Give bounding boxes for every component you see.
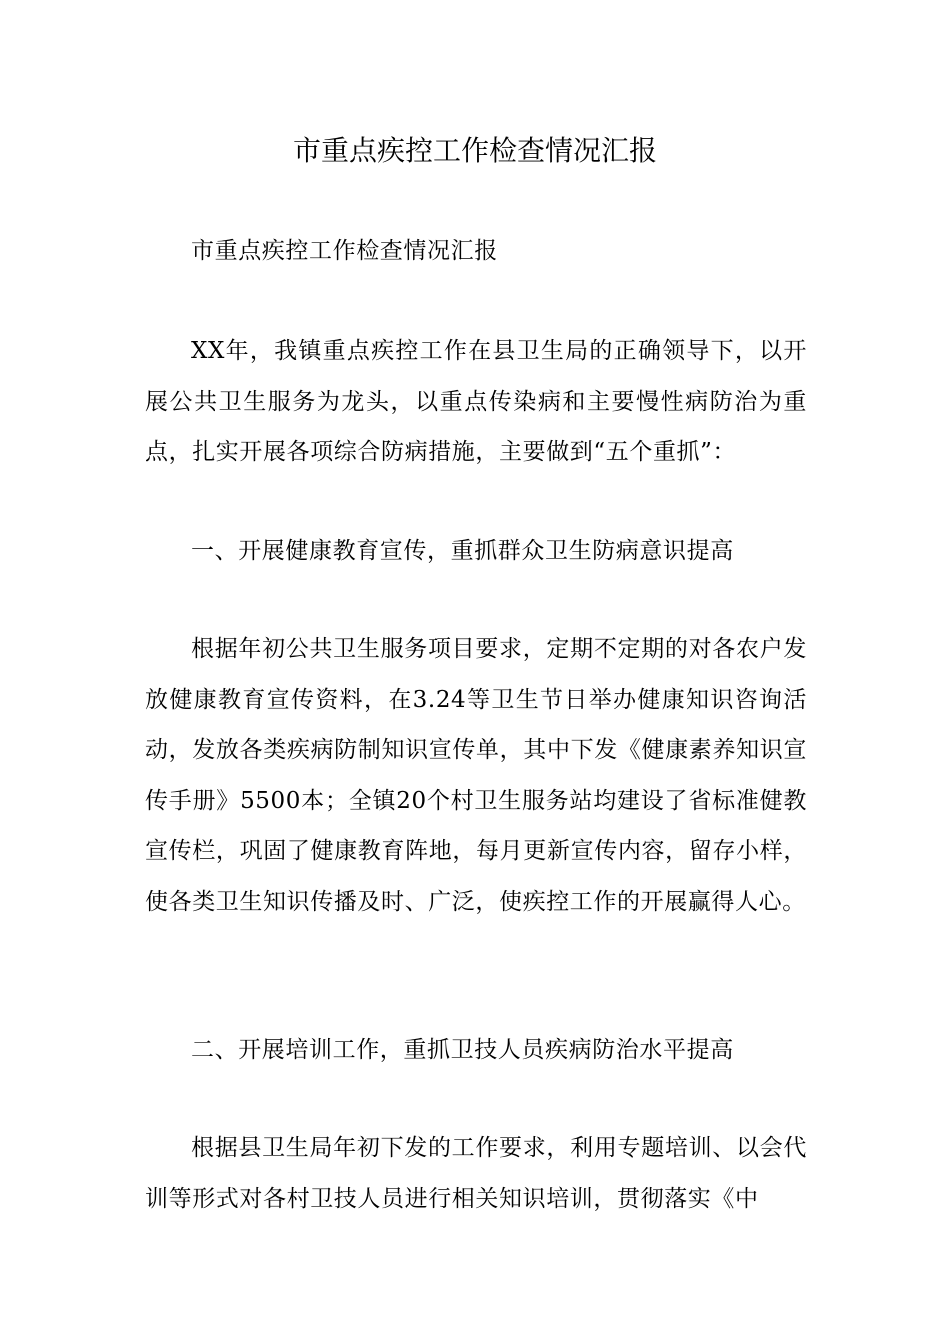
section-heading-1: 一、开展健康教育宣传，重抓群众卫生防病意识提高 [191,538,734,564]
section-heading-2: 二、开展培训工作，重抓卫技人员疾病防治水平提高 [191,1037,734,1063]
paragraph-section-1: 根据年初公共卫生服务项目要求，定期不定期的对各农户发放健康教育宣传资料，在3.24等卫生节日举办健康知识咨询活动，发放各类疾病防制知识宣传单，其中下发《健康素养知识宣传手册》5500本；全镇20个村卫生服务站均建设了省标准健教宣传栏，巩固了健康教育阵地，每月更新宣传内容，留存小样，使各类卫生知识传播及时、广泛，使疾控工作的开展赢得人心。 [145,636,807,915]
paragraph-subtitle: 市重点疾控工作检查情况汇报 [191,238,498,264]
document-title: 市重点疾控工作检查情况汇报 [292,134,657,167]
paragraph-intro: XX年，我镇重点疾控工作在县卫生局的正确领导下，以开展公共卫生服务为龙头，以重点传染病和主要慢性病防治为重点，扎实开展各项综合防病措施，主要做到“五个重抓”： [145,338,807,465]
paragraph-section-2: 根据县卫生局年初下发的工作要求，利用专题培训、以会代训等形式对各村卫技人员进行相关知识培训，贯彻落实《中 [145,1135,807,1212]
